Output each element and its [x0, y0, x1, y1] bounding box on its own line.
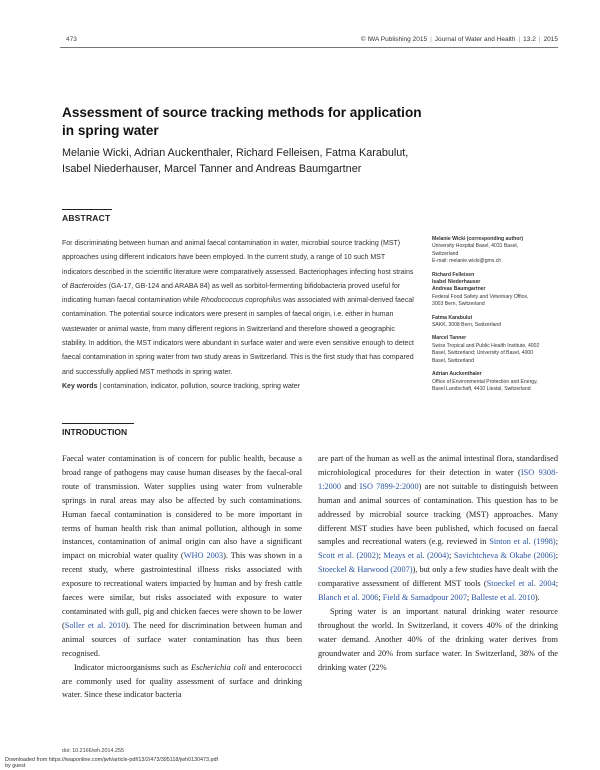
doi-text[interactable]: doi: 10.2166/wh.2014.255 [62, 748, 125, 754]
abstract-text: For discriminating between human and animal faecal contamination in water, microbial source tracking (MST) approaches using different indicators have been employed. In the current study, a range of 10 such MST indicators described in the scientific literature were comparatively assessed. Bacteriophages infecting host strains of Bacteroides (GA-17, GB-124 and ARABA 84) as well as sorbitol-fermenting bifidobacteria proved useful for indicating human faecal contamination while Rhodococcus coprophilus was associated with animal-derived faecal contamination. The potential source indicators were present in samples of faecal origin, i.e. either in human wastewater or animal waste, from many different regions in Switzerland and therefore showed a geographic stability. In addition, the MST indicators were abundant in surface water and were even sensitive enough to detect faecal contamination in spring water from two study areas in Switzerland. This is the first study that has compared and successfully applied MST methods in spring water. [62, 240, 414, 376]
affiliation-address: Basel, Switzerland [432, 357, 474, 364]
keywords-list: contamination, indicator, pollution, source tracking, spring water [103, 382, 301, 390]
affiliation-address: University Hospital Basel, 4031 Basel, [432, 243, 519, 250]
citation-link[interactable]: ISO 9308-1:2000 [318, 467, 558, 491]
journal-header: © IWA Publishing 2015 | Journal of Water and Health | 13.2 | 2015 [360, 36, 558, 43]
download-notice [5, 757, 218, 769]
citation-link[interactable]: Stoeckel & Harwood (2007) [318, 565, 413, 575]
abstract-heading: ABSTRACT [62, 213, 111, 223]
journal-year: 2015 [543, 36, 558, 43]
citation-link[interactable]: Savichtcheva & Okabe (2006) [453, 551, 556, 561]
introduction-rule [62, 423, 134, 424]
journal-name: Journal of Water and Health [434, 36, 516, 43]
affiliation-address: Federal Food Safety and Veterinary Office, [432, 293, 529, 300]
affiliation-block [432, 272, 560, 309]
affiliation-author: Adrian Auckenthaler [432, 371, 482, 378]
affiliation-block [432, 315, 560, 330]
affiliation-author: Melanie Wicki (corresponding author) [432, 236, 524, 242]
citation-link[interactable]: Balleste et al. 2010 [471, 593, 535, 603]
affiliation-author: Fatma Karabulut [432, 314, 473, 321]
affiliation-author: Marcel Tanner [432, 335, 467, 342]
body-column-right [318, 452, 558, 675]
affiliations [432, 236, 560, 399]
download-url: Downloaded from https://iwaponline.com/jwh/article-pdf/13/2/473/395118/jwh0130473.pdf [5, 757, 218, 763]
affiliation-address: Office of Environmental Protection and Energy, [432, 378, 538, 385]
keywords-label: Key words [62, 382, 98, 390]
affiliation-block [432, 236, 560, 266]
keywords: Key words | contamination, indicator, pollution, source tracking, spring water [62, 382, 301, 390]
affiliation-address: Swiss Tropical and Public Health Institute, 4002 [432, 342, 540, 349]
citation-link[interactable]: Sinton et al. (1998) [489, 537, 556, 547]
affiliation-address: 3003 Bern, Switzerland [432, 301, 485, 308]
authors-line-1: Melanie Wicki, Adrian Auckenthaler, Richard Felleisen, Fatma Karabulut, [62, 147, 409, 159]
affiliation-author: Isabel Niederhauser [432, 279, 481, 286]
paragraph: Indicator microorganisms such as Escherichia coli and enterococci are commonly used for quality assessment of surface and drinking water. Since these indicator bacteria [62, 662, 302, 700]
authors-line-2: Isabel Niederhauser, Marcel Tanner and Andreas Baumgartner [62, 162, 362, 175]
affiliation-address: Switzerland [432, 250, 459, 257]
citation-link[interactable]: Meays et al. (2004) [383, 551, 450, 561]
article-title: Assessment of source tracking methods for application in spring water [62, 105, 422, 138]
affiliation-address: Basel, Switzerland; University of Basel, 4000 [432, 350, 534, 357]
copyright-text: © IWA Publishing 2015 [360, 36, 428, 43]
affiliation-block [432, 335, 560, 365]
volume-issue: 13.2 [523, 36, 536, 43]
affiliation-address: E-mail: melanie.wicki@gmx.ch [432, 258, 502, 265]
affiliation-author: Andreas Baumgartner [432, 286, 486, 293]
download-guest: by guest [5, 763, 26, 770]
header-divider [60, 47, 558, 48]
citation-link[interactable]: ISO 7899-2:2000 [359, 481, 419, 491]
citation-link[interactable]: Scott et al. (2002) [318, 551, 379, 561]
abstract-rule [62, 209, 112, 210]
citation-link[interactable]: Field & Samadpour 2007 [382, 593, 467, 603]
paragraph: are part of the human as well as the animal intestinal flora, standardised microbiological procedures for their detection in water (ISO 9308-1:2000 and ISO 7899-2:2000) are not suitable to distinguish between human and animal sources of contamination. This question has to be addressed by microbial source tracking (MST) approaches. Many different MST studies have been published, which focused on faecal samples and recreational waters (e.g. reviewed in Sinton et al. (1998); Scott et al. (2002); Meays et al. (2004); Savichtcheva & Okabe (2006); Stoeckel & Harwood (2007)), but only a few studies have dealt with the comparative assessment of different MST tools (Stoeckel et al. 2004; Blanch et al. 2006; Field & Samadpour 2007; Balleste et al. 2010). [318, 454, 559, 603]
citation-link[interactable]: WHO 2003 [183, 551, 224, 561]
introduction-heading: INTRODUCTION [62, 427, 128, 437]
affiliation-author: Richard Felleisen [432, 271, 475, 278]
affiliation-block [432, 371, 560, 393]
citation-link[interactable]: Stoeckel et al. 2004 [486, 579, 556, 589]
abstract-body [62, 237, 414, 394]
body-column-left [62, 452, 302, 702]
citation-link[interactable]: Soller et al. 2010 [64, 620, 126, 630]
paragraph: Faecal water contamination is of concern for public health, because a broad range of pathogens may cause human diseases by the faecal-oral route of transmission. Water supplies using water from vulnerable springs in rural areas may also be affected by such contaminations. Human faecal contamination is considered to be more important in terms of human health risk than animal pollution, although in some instances, contamination of animal origin can also have a significant impact on microbial water quality (WHO 2003). This was shown in a recent study, where gastrointestinal illness risks associated with exposure to recreational waters impacted by human and by fresh cattle faeces were similar, but risks associated with exposure to water contaminated with gull, pig and chicken faeces were shown to be lower (Soller et al. 2010). The need for discrimination between human and animal sources of surface water contamination has thus been recognised. [62, 454, 303, 658]
page-number: 473 [66, 36, 77, 43]
author-list [62, 146, 422, 177]
affiliation-address: SAKK, 3008 Bern, Switzerland [432, 322, 502, 329]
affiliation-address: Basel Landschaft, 4410 Liestal, Switzerland [432, 385, 531, 392]
citation-link[interactable]: Blanch et al. 2006 [318, 593, 379, 603]
paragraph: Spring water is an important natural drinking water resource throughout the world. In Switzerland, it covers 40% of the drinking water demand. Another 40% of the drinking water derives from groundwater and 20% from surface water. In Switzerland, 38% of the drinking water (22% [318, 606, 558, 672]
